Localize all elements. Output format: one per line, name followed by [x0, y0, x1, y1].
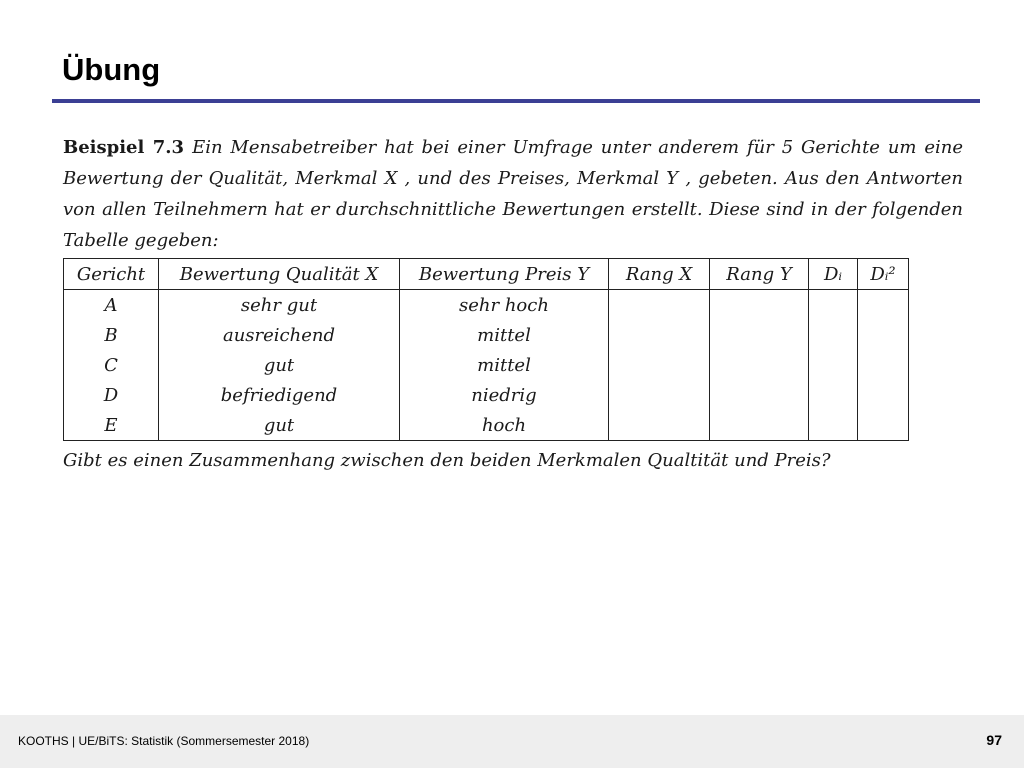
page-number: 97 — [986, 732, 1002, 748]
table-cell — [858, 320, 909, 350]
header-d-i-squared: Dᵢ² — [858, 259, 909, 290]
table-cell — [609, 410, 710, 441]
table-cell: A — [64, 290, 159, 321]
table-row — [64, 380, 909, 410]
table-cell — [809, 380, 858, 410]
table-cell: E — [64, 410, 159, 441]
table-cell: B — [64, 320, 159, 350]
table-cell — [858, 350, 909, 380]
header-gericht: Gericht — [64, 259, 159, 290]
table-cell — [809, 410, 858, 441]
table-cell: sehr gut — [159, 290, 400, 321]
table-row — [64, 350, 909, 380]
example-label: Beispiel 7.3 — [63, 137, 185, 158]
table-row — [64, 290, 909, 321]
header-qualitaet: Bewertung Qualität X — [159, 259, 400, 290]
table-cell — [609, 320, 710, 350]
table-header-row — [64, 259, 909, 290]
table-cell — [809, 290, 858, 321]
example-text: Ein Mensabetreiber hat bei einer Umfrage unter anderem für 5 Gerichte um eine Bewertung der Qualität, Merkmal X , und des Preises, Merkmal Y , gebeten. Aus den Antworten von allen Teilnehmern hat er durchschnittliche Bewertungen erstellt. Diese sind in der folgenden Tabelle gegeben: — [63, 137, 963, 251]
table-cell: niedrig — [400, 380, 609, 410]
table-cell — [809, 320, 858, 350]
slide-content — [63, 132, 963, 476]
table-cell — [858, 410, 909, 441]
table-cell: gut — [159, 410, 400, 441]
table-cell: mittel — [400, 350, 609, 380]
data-table — [63, 258, 909, 441]
table-cell — [609, 380, 710, 410]
table-cell: D — [64, 380, 159, 410]
header-d-i: Dᵢ — [809, 259, 858, 290]
table-cell: hoch — [400, 410, 609, 441]
table-cell — [609, 350, 710, 380]
table-cell: mittel — [400, 320, 609, 350]
header-rang-x: Rang X — [609, 259, 710, 290]
table-cell: befriedigend — [159, 380, 400, 410]
table-cell — [710, 290, 809, 321]
table-cell — [809, 350, 858, 380]
example-paragraph — [63, 132, 963, 256]
question-text: Gibt es einen Zusammenhang zwischen den beiden Merkmalen Qualtität und Preis? — [63, 450, 831, 471]
table-row — [64, 410, 909, 441]
table-cell — [858, 290, 909, 321]
table-cell — [710, 320, 809, 350]
table-cell — [710, 380, 809, 410]
table-cell: gut — [159, 350, 400, 380]
table-cell: ausreichend — [159, 320, 400, 350]
header-preis: Bewertung Preis Y — [400, 259, 609, 290]
table-cell — [710, 350, 809, 380]
table-cell — [858, 380, 909, 410]
footer-text: KOOTHS | UE/BiTS: Statistik (Sommersemester 2018) — [18, 734, 310, 748]
table-cell — [710, 410, 809, 441]
footer-bar — [0, 715, 1024, 768]
header-rang-y: Rang Y — [710, 259, 809, 290]
table-cell — [609, 290, 710, 321]
table-cell: sehr hoch — [400, 290, 609, 321]
title-divider — [52, 99, 980, 103]
table-row — [64, 320, 909, 350]
slide-title: Übung — [62, 52, 161, 87]
table-cell: C — [64, 350, 159, 380]
